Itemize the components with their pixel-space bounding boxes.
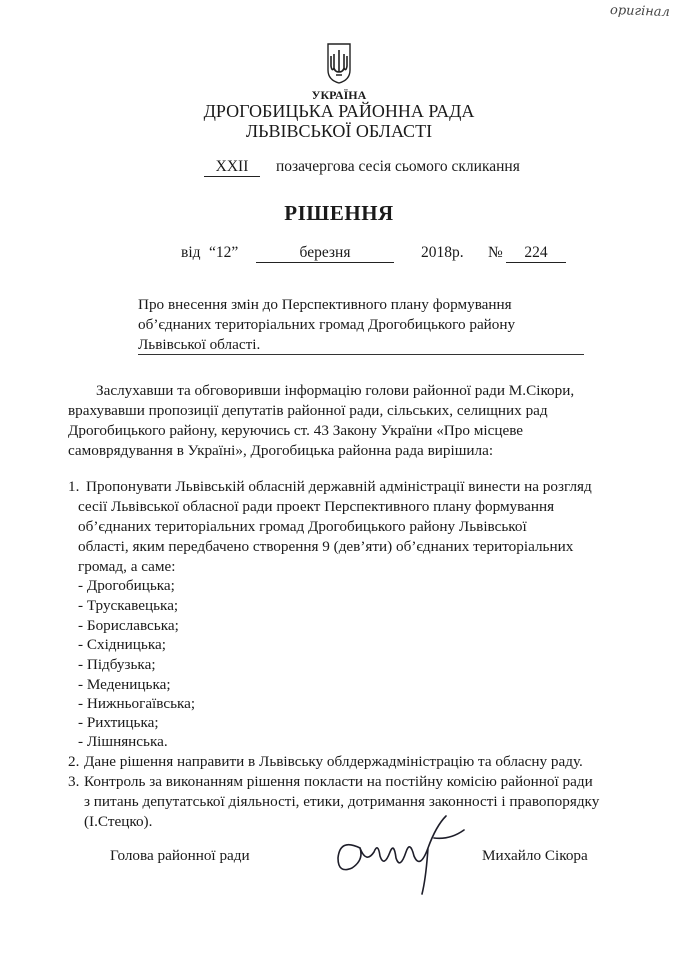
date-day: “12” [209, 244, 239, 261]
number-sign: № [488, 244, 503, 261]
date-year: 2018р. [421, 244, 464, 261]
community-item: - Дрогобицька; [78, 577, 175, 594]
community-item: - Меденицька; [78, 676, 171, 693]
community-item: - Рихтицька; [78, 714, 159, 731]
signatory-name: Михайло Сікора [482, 847, 588, 864]
decision-number: 224 [506, 244, 566, 263]
item-2-number: 2. [68, 753, 80, 770]
community-item: - Східницька; [78, 636, 166, 653]
item-1-line-2: сесії Львівської обласної ради проект Перспективного плану формування [78, 498, 555, 515]
community-item: - Бориславська; [78, 617, 179, 634]
date-month: березня [256, 244, 394, 263]
signatory-position: Голова районної ради [110, 847, 250, 864]
subject-line-2: об’єднаних територіальних громад Дрогобицького району [138, 316, 516, 333]
community-item: - Підбузька; [78, 656, 156, 673]
date-prefix: від [181, 244, 201, 261]
item-3-line-3: (І.Стецко). [84, 813, 153, 830]
community-item: - Лішнянська. [78, 733, 168, 750]
country-label: УКРАЇНА [311, 88, 367, 102]
subject-line-1: Про внесення змін до Перспективного плану формування [138, 296, 512, 313]
council-name: ДРОГОБИЦЬКА РАЙОННА РАДА [203, 101, 475, 121]
community-item: - Нижньогаївська; [78, 695, 196, 712]
document-title: РІШЕННЯ [284, 201, 394, 225]
coat-of-arms-icon [326, 42, 352, 84]
community-item: - Трускавецька; [78, 597, 179, 614]
item-1-line-5: громад, а саме: [78, 558, 176, 575]
intro-line-4: самоврядування в Україні», Дрогобицька районна рада вирішила: [68, 442, 494, 459]
subject-underline [138, 354, 584, 355]
item-1-number: 1. [68, 478, 80, 495]
item-3-line-2: з питань депутатської діяльності, етики, дотримання законності і правопорядку [84, 793, 600, 810]
intro-line-1: Заслухавши та обговоривши інформацію голови районної ради М.Сікори, [96, 382, 575, 399]
session-number: XXII [204, 158, 260, 177]
region-name: ЛЬВІВСЬКОЇ ОБЛАСТІ [245, 121, 433, 141]
item-2-line-1: Дане рішення направити в Львівську облдержадміністрацію та обласну раду. [84, 753, 583, 770]
handwritten-corner-note: оригінал [609, 2, 671, 21]
item-3-line-1: Контроль за виконанням рішення покласти на постійну комісію районної ради [84, 773, 593, 790]
item-1-line-4: області, яким передбачено створення 9 (дев’яти) об’єднаних територіальних [78, 538, 574, 555]
handwritten-signature [330, 808, 480, 898]
item-1-line-3: об’єднаних територіальних громад Дрогобицького району Львівської [78, 518, 527, 535]
subject-line-3: Львівської області. [138, 336, 261, 353]
intro-line-3: Дрогобицького району, керуючись ст. 43 Закону України «Про місцеве [68, 422, 524, 439]
item-3-number: 3. [68, 773, 80, 790]
session-text: позачергова сесія сьомого скликання [276, 158, 520, 175]
intro-line-2: врахувавши пропозиції депутатів районної ради, сільських, селищних рад [68, 402, 548, 419]
item-1-line-1: Пропонувати Львівській обласній державній адміністрації винести на розгляд [86, 478, 592, 495]
